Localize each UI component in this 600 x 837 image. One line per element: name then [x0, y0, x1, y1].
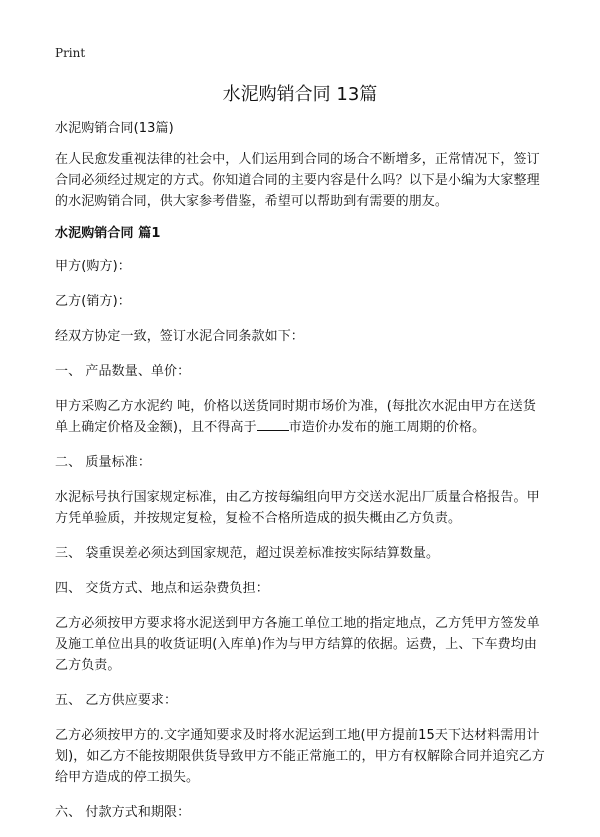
clause-6-heading: 六、 付款方式和期限：: [55, 805, 191, 820]
document-title: 水泥购销合同 13篇: [222, 84, 378, 105]
section-heading: 水泥购销合同 篇1: [55, 226, 161, 241]
intro-paragraph: 在人民愈发重视法律的社会中，人们运用到合同的场合不断增多，正常情况下，签订合同必须经过规定的方式。你知道合同的主要内容是什么吗？以下是小编为大家整理的水泥购销合同，供大家参考借鉴，希望可以帮助到有需要的朋友。: [55, 152, 540, 209]
agreement-line: 经双方协定一致，签订水泥合同条款如下：: [55, 329, 304, 344]
party-b-line: 乙方(销方)：: [55, 294, 131, 309]
clause-4-heading: 四、 交货方式、地点和运杂费负担：: [55, 581, 269, 596]
document-body: [55, 118, 547, 837]
clause-3-text: 三、 袋重误差必须达到国家规范，超过误差标准按实际结算数量。: [55, 546, 440, 561]
blank-line: [257, 418, 289, 431]
clause-1-text-part1: 甲方采购乙方水泥约 吨，价格以送货同时期市场价为准，(每批次水泥由甲方在送货单上确定价格及金额)，且不得高于: [55, 399, 537, 435]
clause-1-text-part2: 市造价办发布的施工周期的价格。: [288, 420, 486, 435]
clause-5-heading: 五、 乙方供应要求：: [55, 693, 178, 708]
party-a-line: 甲方(购方)：: [55, 259, 131, 274]
document-subtitle: 水泥购销合同(13篇): [55, 121, 174, 136]
clause-1-heading: 一、 产品数量、单价：: [55, 364, 191, 379]
clause-2-heading: 二、 质量标准：: [55, 455, 151, 470]
print-label: Print: [55, 46, 86, 60]
clause-5-text: 乙方必须按甲方的.文字通知要求及时将水泥运到工地(甲方提前15天下达材料需用计划)，如乙方不能按期限供货导致甲方不能正常施工的，甲方有权解除合同并追究乙方给甲方造成的停工损失。: [55, 728, 545, 785]
clause-1-text: [55, 396, 547, 438]
clause-2-text: 水泥标号执行国家规定标准，由乙方按每编组向甲方交送水泥出厂质量合格报告。甲方凭单验质，并按规定复检，复检不合格所造成的损失概由乙方负责。: [55, 490, 540, 526]
clause-4-text: 乙方必须按甲方要求将水泥送到甲方各施工单位工地的指定地点，乙方凭甲方签发单及施工单位出具的收货证明(入库单)作为与甲方结算的依据。运费，上、下车费均由乙方负责。: [55, 616, 540, 673]
